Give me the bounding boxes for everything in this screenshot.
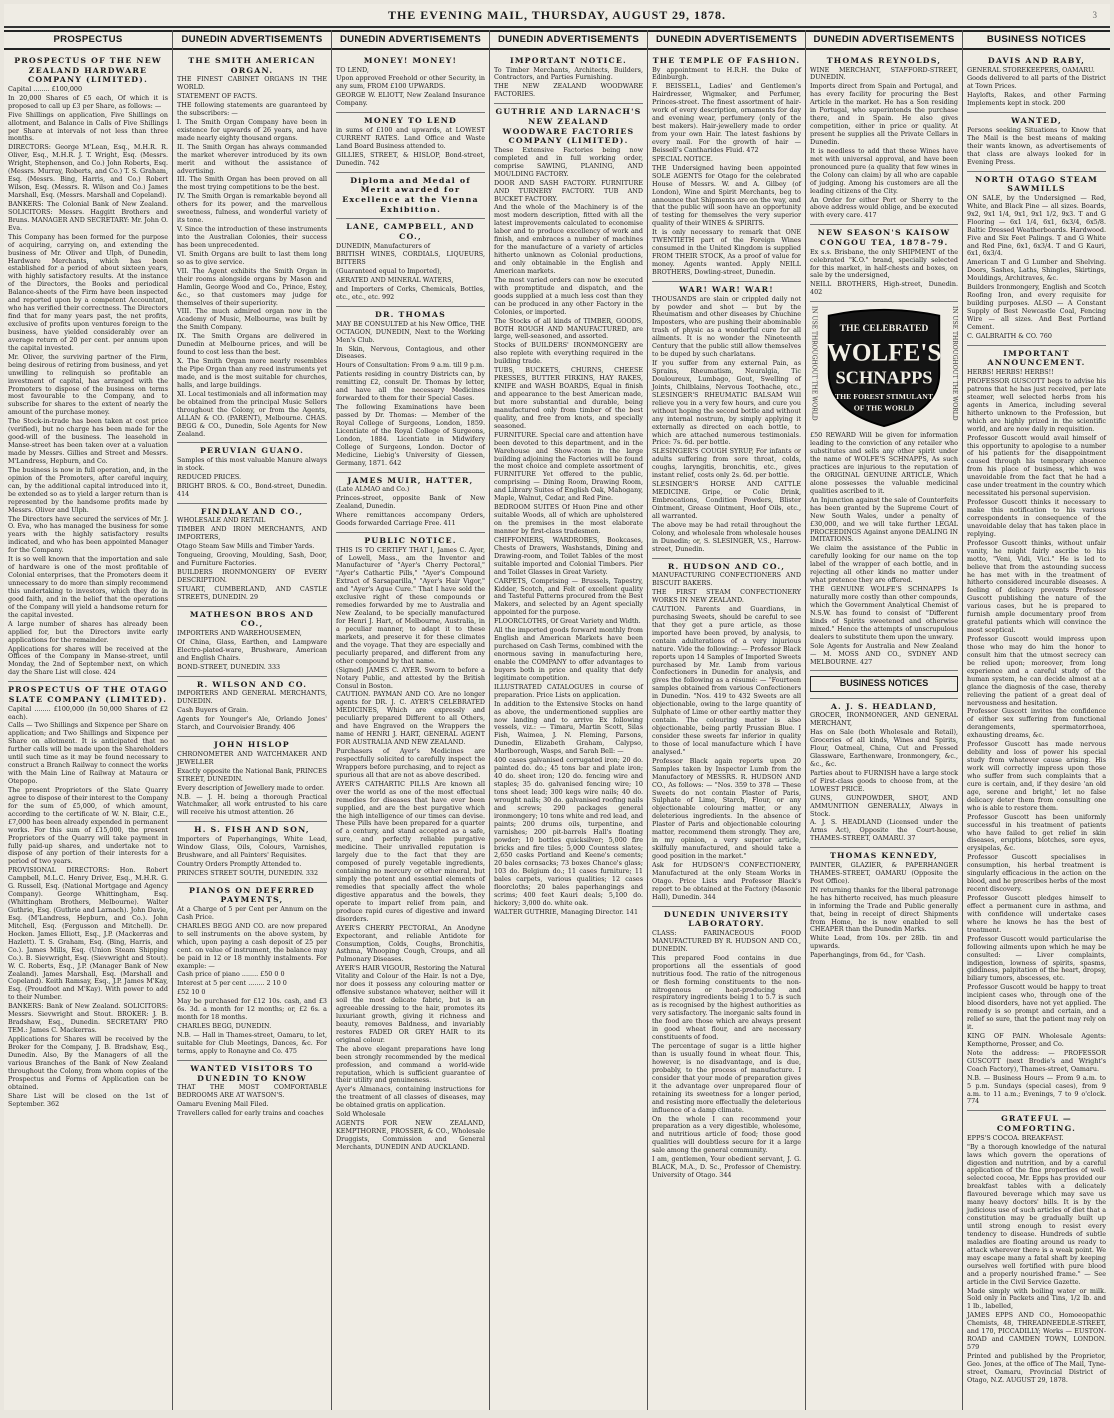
ad-text: Five Shillings on application, Five Shillings on allotment, and Balance in Calls of Five Shillings per Share at intervals of not less than three months. <box>8 110 168 143</box>
advertisement <box>967 53 1106 113</box>
ad-text: BOND-STREET, DUNEDIN. 333 <box>177 662 281 671</box>
ad-text: F. BEISSELL, Ladies' and Gentlemen's Hairdresser, Wigmaker, and Perfumer, Princes-street. The finest assortment of hair-work of every description, ornaments for day and evening wear, perfumery (only of the best makers). Hair-jewellery made to order from your own Hair. The latest fashions by every mail. For the growth of hair — Beissell's Cantharides Fluid. 472 <box>652 82 801 154</box>
ad-text: Interest at 5 per cent ........ 2 10 0 <box>177 979 287 988</box>
advertisement <box>967 1111 1106 1388</box>
ad-text: VIII. The much admired organ now in the Academy of Music, Melbourne, was built by the Smith Company. <box>177 307 327 332</box>
advertisement <box>494 53 643 104</box>
ad-text: Country Orders Promptly Attended to. <box>177 859 302 868</box>
ad-text: REDUCED PRICES. <box>177 472 242 481</box>
ad-text: FURNITURE. Special care and attention have been devoted to this department, and in the Warehouse and Show-room in the large building adjoining the Factories will be found the most choice and complete assortment of FURNITURE Yet offered to the public, comprising — Dining Room, Drawing Room, and Library Suites of English Oak, Mahogany, Maple, Walnut, Cedar, and Red Pine. <box>494 430 643 503</box>
advertisement <box>967 172 1106 346</box>
schnapps-line2: WOLFE'S <box>826 339 942 367</box>
ad-text: It is so well known that the importation and sale of hardware is one of the most profitable of Colonial enterprises, that the Promoters deem it unnecessary to do more than simply recommend this undertaking to investors, which they do in good faith, and in the belief that the operations of the Company will yield a handsome return for the capital invested. <box>8 555 168 619</box>
ad-text: JAMES EPPS AND CO., Homoeopathic Chemists, 48, THREADNEEDLE-STREET, and 170, PICCADILLY; Works — EUSTON-ROAD and CAMDEN TOWN, LONDON. 579 <box>967 1311 1106 1352</box>
ad-text: ON SALE, by the Undersigned — Red, White, and Black Pine — all sizes. Boards, 9x2, 9x1 1/4, 9x1, 9x1 1/2, 9x3. T and G Flooring — 6x1 1/4, 6x1, 6x3/4, 6x5/8. Baltic Dressed Weatherboards. Hardwood. Five and Six Feet Palings. T and G White and Red Pine, 6x1, 6x3/4. T and G Kauri, 6x1, 6x3/4. <box>967 193 1106 258</box>
ad-heading: NEW SEASON'S KAISOW CONGOU TEA, 1878-79. <box>817 228 951 248</box>
ad-text: 400 cases galvanised corrugated iron; 20 do. painted do. do.; 45 tons bar and plate iron; 40 do. sheet iron; 120 do. fencing wire and staples; 35 do. galvanised fencing wire; 10 tons sheet lead; 300 kegs wire nails; 40 do. wrought nails; 30 do. galvanised roofing nails and screws; 290 packages general ironmongery; 10 tons white and red lead, and paints; 200 drums oils, turpentine, and varnishes; 200 pit-barrels Hall's floating powder; 10 bottles quicksilver; 5,000 fire bricks and fire tiles; 5,000 Countess slates; 2,650 casks Portland and Keene's cements; 20 bales cornsacks; 73 boxes Chance's glass; 103 do. Belgium do.; 11 cases furniture; 11 bales carpets, various qualities; 12 cases floorcloths; 20 bales paperhangings and scrims; 400 feet Kauri deals; 5,100 do. hickory; 3,000 do. white oak. <box>494 756 643 908</box>
schnapps-line1: THE CELEBRATED <box>839 323 929 335</box>
advertisement <box>810 848 958 964</box>
ad-text: ILLUSTRATED CATALOGUES in course of preparation. Price Lists on application. <box>494 682 643 699</box>
ad-text: Importers of Paperhangings, White Lead, Window Glass, Oils, Colours, Varnishes, Brushware, and all Painters' Requisites. <box>177 834 327 859</box>
ad-heading: THE TEMPLE OF FASHION. <box>652 55 801 65</box>
ad-text: Oamaru Evening Mail Filed. <box>177 1100 269 1109</box>
ad-text: Professor Guscott invites the confidence of either sex suffering from functional derangements, spermatorrhoea, exhausting dreams, &c. <box>967 707 1106 740</box>
ad-heading: H. S. FISH AND SON, <box>194 825 310 835</box>
ad-text: Stocks of BUILDERS' IRONMONGERY are also replete with everything required in the building trade. <box>494 341 643 366</box>
advertisement <box>494 104 643 921</box>
ad-text: CHARLES BEGG AND CO. are now prepared to sell instruments on the above system, by which, upon paying a cash deposit of 25 per cent. on value of instrument, the balance may be paid in 12 or 18 monthly instalments. For example: — <box>177 921 327 970</box>
ad-text: Tongueing, Grooving, Moulding, Sash, Door, and Furniture Factories. <box>177 551 327 568</box>
ad-text: CAUTION. PAYMAN AND CO. Are no longer agents for DR. J. C. AYER'S CELEBRATED MEDICINES, Which are expressly and peculiarly prepared Different to all Others, and have Engraved on the Wrappers the name of HENRI J. HART, GENERAL AGENT FOR AUSTRALIA AND NEW ZEALAND. <box>336 690 485 747</box>
ad-text: Professor Black again reports upon 20 Samples taken by Inspector Lumb from the Manufactory of MESSRS. R. HUDSON AND CO., As follows: — "Nos. 359 to 378 — These Sweets do not contain Plaster of Paris, Sulphate of Lime, Starch, Flour, or any objectionable colouring matter, or any deleterious ingredients. In the absence of Plaster of Paris and objectionable colouring matter, recommend them strongly. They are, in my opinion, a very superior article, skilfully manufactured, and should take a good position in the market." <box>652 756 801 861</box>
ad-heading: LANE, CAMPBELL, AND CO., <box>346 222 475 241</box>
ad-text: CHRONOMETER AND WATCHMAKER AND JEWELLER <box>177 749 327 766</box>
ad-text: The Directors have secured the services of Mr. J. O. Eva, who has managed the business for some years with the highly satisfactory results indicated, and who has been appointed Manager for the Company. <box>8 514 168 555</box>
advertisement <box>652 559 801 907</box>
ad-text: BRIGHT BROS. & CO., Bond-street, Dunedin. 414 <box>177 481 327 498</box>
ad-text: IN returning thanks for the liberal patronage he has hitherto received, has much pleasure in informing the Trade and Public generally that, being in receipt of direct Shipments from Home, he is now enabled to sell CHEAPER than the Dunedin Marks. <box>810 885 958 934</box>
ad-text: BRITISH WINES, CORDIALS, LIQUEURS, BITTERS <box>336 250 485 267</box>
ad-text: IMPORTERS AND GENERAL MERCHANTS, DUNEDIN. <box>177 689 327 706</box>
ad-text: CARPETS, Comprising — Brussels, Tapestry, Kidder, Scotch, and Felt of excellent quality and Tasteful Patterns procured from the Best Makers, and selected by an Agent specially appointed for the purpose. <box>494 576 643 617</box>
schnapps-line5: OF THE WORLD <box>853 403 915 413</box>
ad-text: N.B. — Business Hours — From 9 a.m. to 5 p.m. Sundays (special cases), from 9 a.m. to 11 a.m.; Evenings, 7 to 9 o'clock. 774 <box>967 1073 1106 1106</box>
ad-text: and Importers of Corks, Chemicals, Bottles, etc., etc., etc. 992 <box>336 285 485 302</box>
ad-text: PRINCES STREET SOUTH, DUNEDIN. 332 <box>177 868 319 877</box>
ad-text: EPPS'S COCOA. BREAKFAST. <box>967 1133 1064 1142</box>
ad-text: V. Since the introduction of these instruments into the Australian Colonies, their success has been unprecedented. <box>177 225 327 249</box>
ad-text: THOUSANDS are slain or crippled daily not by powder and shot — but by the Rheumatism and other diseases by Chuchine Imposters, who are pushing their abominable trash of physic as a wonderful cure for all ailments. It is no wonder the Nineteenth Century that the public still allow themselves to be duped by such charlatans. <box>652 294 801 359</box>
schnapps-line3: SCHNAPPS <box>835 367 933 388</box>
ad-text: Professor Guscott has made nervous debility and loss of power his special study from whatever cause arising. His work will correctly impress upon those who suffer from such complaints that a cure is certain, and, if they desire 'an old age, serene and bright,' let no false delicacy deter them from consulting one who is able to restore them. <box>967 740 1106 812</box>
advertisement <box>810 225 958 302</box>
ad-text: MANUFACTURING CONFECTIONERS AND BISCUIT BAKERS. <box>652 571 801 588</box>
schnapps-line4: THE FOREST STIMULANT <box>834 392 934 402</box>
ad-text: Professor Guscott specialises in consumption, his herbal treatment is singularly efficacious in the action on the blood, and he prescribes herbs of the most recent discovery. <box>967 853 1106 894</box>
ad-text: Agents for Younger's Ale, Orlando Jones' Starch, and Courvoisier Brandy. 406 <box>177 715 327 732</box>
ad-text: WALTER GUTHRIE, Managing Director. 141 <box>494 908 639 917</box>
ad-text: Professor Guscott thinks, without unfair vanity, he might fairly ascribe to his motto, "Veni, Vidi, Vici." He is led to believe that from the astounding success he has met with in the treatment of hitherto considered incurable diseases. A feeling of delicacy prevents Professor Guscott publishing the nature of the various cases, but he is prepared to furnish ample documentary proof from grateful patients which will convince the most sceptical. <box>967 538 1106 635</box>
ad-heading: NORTH OTAGO STEAM SAWMILLS <box>975 174 1098 194</box>
advertisement <box>177 822 327 882</box>
ad-text: A. J. S. HEADLAND (Licensed under the Arms Act), Opposite the Court-house, THAMES-STREET, OAMARU. 37 <box>810 818 958 843</box>
ad-text: Hours of Consultation: From 9 a.m. till 9 p.m. <box>336 361 485 370</box>
ad-text: in sums of £100 and upwards, at LOWEST CURRENT RATES. Land Office and Waste Land Board Business attended to. <box>336 125 485 150</box>
ad-text: (Signed) JAMES C. AYER. Sworn to before a Notary Public, and attested by the British Consul in Boston. <box>336 665 485 690</box>
ad-text: These Extensive Factories being now completed and in full working order, comprise SAWING, PLANING, AND MOULDING FACTORY. <box>494 145 643 178</box>
ad-text: GUNS, GUNPOWDER, SHOT, AND AMMUNITION GENERALLY, Always in Stock. <box>810 793 958 818</box>
ad-heading: WAR! WAR! WAR! <box>679 284 774 294</box>
ad-text: Ask for HUDSON'S CONFECTIONERY, Manufactured at the only Steam Works in Otago. Price Lists and Professor Black's report to be obtained at the Factory (Masonic Hall), Dunedin. 344 <box>652 860 801 901</box>
newspaper-column <box>963 30 1110 1410</box>
ad-text: CAUTION. Parents and Guardians, in purchasing Sweets, should be careful to see that they get a pure article, as those imported have been proved, by analysis, to contain adulterations of a very injurious nature. Vide the following: — Professor Black reports upon 14 Samples of Imported Sweets purchased by Mr. Lamb from various Confectioners in Dunedin for analysis, and gives the following as a résumé: — "Fourteen samples obtained from various Confectioners in Dunedin. "Nos. 419 to 432 Sweets are all objectionable, owing to the large quantity of Sulphate of Lime or other earthy matter they contain. The colouring matter is also objectionable, being partly Prussian Blue. I consider these sweets far inferior in quality to those of local manufacture which I have analysed." <box>652 604 801 756</box>
ad-text: PROFESSOR GUSCOTT begs to advise his patrons that he has just received, per late steamer, well selected herbs from his agents in America, including several hitherto unknown to the Profession, but which are highly prized in the scientific world, and are now daily in requisition. <box>967 377 1106 433</box>
ad-heading: PROSPECTUS OF THE OTAGO SLATE COMPANY (LIMITED). <box>8 685 168 704</box>
advertisement <box>336 53 485 113</box>
ad-text: THE Undersigned having been appointed SOLE AGENTS for Otago for the celebrated House of Messrs. W. and A. Gilbey (of London), Wine and Spirit Merchants, beg to announce that Shipments are on the way, and that the public will soon have an opportunity of testing for themselves the very superior quality of their WINES & SPIRITS. <box>652 163 801 228</box>
ad-text: WHOLESALE AND RETAIL <box>177 516 266 525</box>
ad-text: IX. The Smith Organs are delivered in Dunedin at Melbourne prices, and will be found to cost less than the best. <box>177 332 327 357</box>
ad-text: VII. The Agent exhibits the Smith Organ in their rooms alongside organs by Mason and Hamlin, George Wood and Co., Prince, Estey, &c., so that customers may judge for themselves of their superiority. <box>177 266 327 307</box>
ad-heading: Diploma and Medal of Merit awarded for Excellence at the Vienna Exhibition. <box>342 175 479 214</box>
ad-text: This prepared Food contains in due proportions all the essentials of good nutritious food. The ratio of the nitrogenous or flesh forming constituents to the non-nitrogenous or heat-producing and respiratory ingredients being 1 to 5.7 is such as is recognised by the highest authorities as very satisfactory. The inorganic salts found in the food are those which are always present in good wheat flour, and are necessary constituents of food. <box>652 953 801 1042</box>
ad-text: Parties about to FURNISH have a large stock of First-class goods to choose from, at the LOWEST PRICE. <box>810 768 958 793</box>
schnapps-emblem <box>810 306 958 430</box>
ad-text: On the whole I can recommend your preparation as a very digestible, wholesome, and nutritious article of food; those good qualities will doubtless secure for it a large sale among the general community. <box>652 1114 801 1155</box>
ad-heading: PIANOS ON DEFERRED PAYMENTS, <box>189 885 315 905</box>
ad-text: We claim the assistance of the Public in carefully looking for our name on the top label of the wrapper of each bottle, and in rejecting all other kinds no matter under what pretence they are offered. <box>810 544 958 585</box>
ad-text: It is needless to add that these Wines have met with universal approval, and have been pronounced pure (a quality that few wines in the Colony can claim) by all who are capable of judging. Among his customers are all the leading citizens of the City. <box>810 146 958 195</box>
ad-text: AGENTS FOR NEW ZEALAND, KEMPTHORNE, PROSSER, & CO., Wholesale Druggists, Commission and General Merchants, DUNEDIN AND AUCKLAND. <box>336 1119 485 1151</box>
ad-text: SPECIAL NOTICE. <box>652 154 713 163</box>
ad-text: THE NEW ZEALAND WOODWARE FACTORIES. <box>494 82 643 99</box>
ad-text: £52 10 0 <box>177 988 206 997</box>
ad-text: In Skin, Nervous, Contagious, and other Diseases. <box>336 344 485 361</box>
advertisement <box>8 53 168 682</box>
ad-text: TUBS, BUCKETS, CHURNS, CHEESE PRESSES, BUTTER FIRKINS, HAY RAKES, KNIFE and WASH BOARDS, Equal in finish and appearance to the best American made, but more substantial and durable, being manufactured only from timber of the best quality, and free from knots, and specially seasoned. <box>494 366 643 430</box>
ad-text: At a Charge of 5 per Cent per Annum on the Cash Price. <box>177 904 327 921</box>
ad-text: To Timber Merchants, Architects, Builders, Contractors, and Parties Furnishing. <box>494 65 643 82</box>
ad-text: The most varied orders can now be executed with promptitude and dispatch, and the goods supplied at a much less cost than they can be produced in any other Factory in the Colonies, or imported. <box>494 275 643 316</box>
ad-text: AYER'S HAIR VIGOUR, Restoring the Natural Vitality and Colour of the Hair. Is not a Dye, nor does it possess any colouring matter or offensive substance whatever, neither will it soil the most delicate fabric, but is an agreeable dressing to the hair, promotes its luxuriant growth, giving it richness and beauty, removes Baldness, and invariably restores FADED OR GREY HAIR to its original colour. <box>336 964 485 1044</box>
ad-text: AYER'S CHERRY PECTORAL, An Anodyne Expectorant, and reliable Antidote for Consumption, Colds, Coughs, Bronchitis, Asthma, Whooping Cough, Croups, and all Pulmonary Diseases. <box>336 923 485 964</box>
ad-text: Upon approved Freehold or other Security, in any sum, FROM £100 UPWARDS. <box>336 74 485 91</box>
column-header: DUNEDIN ADVERTISEMENTS <box>173 30 331 50</box>
ad-text: PROVISIONAL DIRECTORS: Hon. Robert Campbell, M.L.C. Henry Driver, Esq., M.H.R. G. G. Russell, Esq. (National Mortgage and Agency Company). George Whittingham, Esq. (Whittingham Brothers, Melbourne). Walter Guthrie, Esq. (Guthrie and Larnach). John Davie, Esq. (M'Landress, Hepburn, and Co.). John Mitchell, Esq. (Fergusson and Mitchell). Dr. Hocken. James Elliott, Esq., J.P. (Mackerras and Hazlett). T. S. Graham, Esq. (Bing, Harris, and Co.). James Mills, Esq. (Union Steam Shipping Co.). B. Sievwright, Esq. (Sievwright and Stout). W. C. Roberts, Esq., J.P. (Manager Bank of New Zealand). James Marshall, Esq. (Marshall and Copeland). Keith Ramsay, Esq., J.P. James M'Kay, Esq. (Proudfoot and M'Kay). With power to add to their Number. <box>8 866 168 1002</box>
section-heading: BUSINESS NOTICES <box>810 676 958 691</box>
ad-text: GENERAL STOREKEEPERS, OAMARU. <box>967 65 1095 74</box>
ad-text: GROCER, IRONMONGER, AND GENERAL MERCHANT, <box>810 711 958 728</box>
ad-text: Paperhangings, from 6d., for 'Cash. <box>810 951 926 960</box>
advertisement <box>177 504 327 607</box>
ad-text: If you suffer from any external Pain, as Sprains, Rheumatism, Neuralgia, Tic Douloureux, Lumbago, Gout, Swelling of Joints, Chilblains, Nervous Toothache, etc., SLESINGER'S RHEUMATIC BALSAM Will relieve you in a very few hours, and cure you without hoping the second bottle and without any internal nostrum, by simply applying it externally as directed on each bottle, to which are attached numerous testimonials. Price: 7s. 6d. per bottle. <box>652 359 801 447</box>
advertisement <box>177 737 327 822</box>
ad-text: Sold Wholesale <box>336 1110 386 1119</box>
ad-heading: IMPORTANT NOTICE. <box>510 55 627 65</box>
ad-text: Share List will be closed on the 1st of September. 362 <box>8 1091 168 1108</box>
ad-text: Professor Guscott thinks it necessary to make this notification to his various correspondents in consequence of the unavoidable delay that has taken place in replying. <box>967 498 1106 538</box>
ad-text: Professor Guscott would particularise the following ailments upon which he may be consulted: — Liver complaints, indigestion, lowness of spirits, spasms, giddiness, palpitation of the heart, dropsy, biliary tumors, abscesses, etc. <box>967 934 1106 983</box>
advertisement <box>652 282 801 559</box>
ad-text: PAINTER, GLAZIER, & PAPERHANGER THAMES-STREET, OAMARU (Opposite the Post Office). <box>810 860 958 885</box>
column-header: DUNEDIN ADVERTISEMENTS <box>490 30 647 50</box>
columns-container <box>4 30 1110 1410</box>
column-header: PROSPECTUS <box>4 30 172 50</box>
ad-text: The Stock-in-trade has been taken at cost price (verified), but no charge has been made for the good-will of the business. The leasehold in Manse-street has been taken over at a valuation made by Messrs. Gillies and Street and Messrs. M'Landress, Hepburn, and Co. <box>8 417 168 465</box>
ad-text: Sole Agents for Australia and New Zealand — M. MOSS AND CO., SYDNEY AND MELBOURNE. 427 <box>810 641 958 666</box>
ad-heading: PROSPECTUS OF THE NEW ZEALAND HARDWARE COMPANY (LIMITED). <box>14 55 162 85</box>
advertisement <box>336 307 485 473</box>
ad-heading: JAMES MUIR, HATTER, <box>347 475 474 485</box>
ad-text: I. The Smith Organ Company have been in existence for upwards of 26 years, and have made nearly eighty thousand organs. <box>177 117 327 142</box>
ad-text: THE FINEST CABINET ORGANS IN THE WORLD. <box>177 75 327 92</box>
ad-text: BEDROOM SUITES Of Huon Pine and other suitable Woods, all of which are upholstered on the premises in the most elaborate manner by first-class tradesmen. <box>494 503 643 535</box>
ad-text: II. The Smith Organ has always commanded the market wherever introduced by its own merit and without the assistance of advertising. <box>177 142 327 175</box>
ad-heading: WANTED, <box>1011 116 1062 126</box>
ad-text: MAY BE CONSULTED at his New Office, THE OCTAGON, DUNEDIN, Next to the Working Men's Club. <box>336 319 485 344</box>
schnapps-side-right: IN USE THROUGHOUT THE WORLD <box>951 306 958 421</box>
advertisement <box>336 473 485 533</box>
newspaper-column <box>648 30 806 1410</box>
page-number: 3 <box>1092 10 1098 20</box>
ad-heading: DR. THOMAS <box>375 310 446 320</box>
ad-text: In addition to the Extensive Stocks on hand as above, the undermentioned supplies are now landing and to arrive Ex following vessels, viz.: — Timaru, Martin Scott, Silas Fish, Waimea, J. N. Fleming, Parsons, Dunedin, Elizabeth Graham, Calypso, Marlborough, Wasps, and Sarah Bell: — <box>494 699 643 756</box>
ad-heading: R. WILSON AND CO. <box>196 679 308 689</box>
ad-text: GILLIES, STREET, & HISLOP, Bond-street, Dunedin. 742 <box>336 150 485 167</box>
ad-text: TIMBER AND IRON MERCHANTS, AND IMPORTERS, <box>177 525 327 542</box>
newspaper-page <box>4 4 1110 1410</box>
ad-text: Of China, Glass, Earthen, and Lampware Electro-plated-ware, Brushware, American and English Chairs. <box>177 638 327 662</box>
ad-text: (Guaranteed equal to Imported), <box>336 267 442 276</box>
ad-heading: GRATEFUL — COMFORTING. <box>996 1114 1077 1134</box>
ad-heading: THOMAS REYNOLDS, <box>826 55 942 65</box>
ad-text: The present Proprietors of the Slate Quarry agree to dispose of their interest to the Company for the sum of £5,000, of which amount, according to the certificate of W. N. Blair, C.E., £7,000 has been already expended in permanent works. For this sum of £15,000, the present Proprietors of the Quarry will take payment in fully paid-up shares, and undertake not to dispose of any portion of their interests for a period of two years. <box>8 785 168 866</box>
advertisement <box>336 113 485 172</box>
ad-text: Otago Steam Saw Mills and Timber Yards. <box>177 542 315 551</box>
column-header: BUSINESS NOTICES <box>963 30 1110 50</box>
advertisement <box>177 53 327 444</box>
ad-text: The business is now in full operation, and, in the opinion of the Promoters, after careful inquiry, can, by the additional capital introduced into it, be extended so as to yield a larger return than is represented by the handsome profits made by Messrs. Oliver and Ulph. <box>8 465 168 514</box>
newspaper-column <box>173 30 332 1410</box>
advertisement <box>810 53 958 225</box>
ad-text: BANKERS: The Colonial Bank of New Zealand. SOLICITORS: Messrs. Haggitt Brothers and Bruns. MANAGER AND SECRETARY: Mr. John O. Eva. <box>8 199 168 232</box>
ad-text: AYER'S CATHARTIC PILLS Are known all over the world as one of the most effectual remedies for diseases that have ever been supplied, and are the best purgative which the high intelligence of our times can devise. These Pills have been prepared for a quarter of a century, and stand accepted as a safe, sure, and perfectly reliable purgative medicine. Their unrivalled reputation is largely due to the fact that they are composed of purely vegetable ingredients, containing no mercury or other mineral, but simply the potent and essential elements of remedies that specially affect the whole digestive apparatus and the bowels, they operate to impart relief from pain, and produce rapid cures of digestive and inward disorders. <box>336 779 485 923</box>
ad-text: The above may be had retail throughout the Colony, and wholesale from wholesale houses in Dunedin; or, S. SLESINGER, V.S., Harrow-street, Dunedin. <box>652 520 801 553</box>
ad-text: STATEMENT OF FACTS. <box>177 92 258 101</box>
advertisement <box>177 883 327 1061</box>
ad-text: The above elegant preparations have long been strongly recommended by the medical profession, and command a world-wide reputation, which is sufficient guarantee of their utility and genuineness. <box>336 1044 485 1085</box>
ad-heading: MONEY TO LEND <box>364 116 457 126</box>
advertisement <box>336 173 485 220</box>
ad-text: £50 REWARD Will be given for information leading to the conviction of any retailer who substitutes and sells any other spirit under the name of WOLFE'S SCHNAPPS, As such practices are injurious to the reputation of the ORIGINAL GENUINE ARTICLE, Which alone possesses the valuable medicinal qualities ascribed to it. <box>810 431 958 495</box>
ad-text: May be purchased for £12 10s. cash, and £3 6s. 3d. a month for 12 months; or, £2 6s. a month for 18 months. <box>177 997 327 1022</box>
ad-text: Made simply with boiling water or milk. Sold only in Packets and Tins, 1/2 lb. and 1 lb., labelled, <box>967 1286 1106 1311</box>
ad-text: THAT THE MOST COMFORTABLE BEDROOMS ARE AT WATSON'S. <box>177 1083 327 1100</box>
ad-text: Samples of this most valuable Manure always in stock. <box>177 456 327 473</box>
ad-heading: THOMAS KENNEDY, <box>830 851 938 861</box>
ad-text: TO LEND, <box>336 65 369 74</box>
advertisement <box>652 53 801 282</box>
ad-text: A large number of shares has already been applied for, but the Directors invite early applications for the remainder. <box>8 619 168 644</box>
ad-text: Applications for Shares will be received by the Broker for the Company, J. B. Bradshaw, Esq., Dunedin. Also, By the Managers of all the various Branches of the Bank of New Zealand throughout the Colony, from whom copies of the Prospectus and Forms of Application can be obtained. <box>8 1035 168 1091</box>
column-header: DUNEDIN ADVERTISEMENTS <box>332 30 489 50</box>
ad-text: HERBS! HERBS! HERBS!! <box>967 368 1054 377</box>
masthead <box>4 4 1110 28</box>
ad-text: CLASS: FARINACEOUS FOOD MANUFACTURED BY R. HUDSON AND CO., DUNEDIN. <box>652 928 801 953</box>
ad-text: DUNEDIN, Manufacturers of <box>336 241 431 250</box>
ad-text: SLESINGER'S COUGH SYRUP, For infants or adults suffering from sore throat, colds, coughs, laryngitis, bronchitis, etc., gives instant relief, costs only 2s. 6d. per bottle. <box>652 447 801 480</box>
ad-text: IMPORTERS AND WAREHOUSEMEN, <box>177 629 302 638</box>
ad-text: SLESINGER'S HORSE AND CATTLE MEDICINE. Gripe, or Colic Drink, Embrocations, Condition Powders, Blister Ointment, Grease Ointment, Hoof Oils, etc., all warranted. <box>652 480 801 520</box>
ad-text: Calls — Two Shillings and Sixpence per Share on application; and Two Shillings and Sixpence per Share on allotment. It is anticipated that no further calls will be made upon the Shareholders until such time as it may be found necessary to construct a Branch Railway to connect the works with the Main Line of Railway at Mataura or Otepopo. <box>8 721 168 786</box>
ad-text: FLOORCLOTHS, Of Great Variety and Width. <box>494 617 641 626</box>
ad-text: VI. Smith Organs are built to last them long so as to give service. <box>177 249 327 266</box>
ad-text: III. The Smith Organ has been proved on all the most trying competitions to be the best. <box>177 175 327 192</box>
newspaper-column <box>806 30 963 1410</box>
ad-text: DIRECTORS: George M'Lean, Esq., M.H.R. R. Oliver, Esq., M.H.R. J. T. Wright, Esq. (Messrs. Wright, Stephenson, and Co.) John Roberts, Esq. (Messrs. Murray, Roberts, and Co.) T. S. Graham, Esq. (Messrs. Bing, Harris, and Co.) Robert Wilson, Esq. (Messrs. R. Wilson and Co.) James Marshall, Esq. (Messrs. Marshall and Copeland). <box>8 143 168 200</box>
ad-text: GEORGE W. ELIOTT, New Zealand Insurance Company. <box>336 91 485 108</box>
ad-heading: PUBLIC NOTICE. <box>364 535 457 545</box>
ad-text: THIS IS TO CERTIFY THAT I, James C. Ayer, of Lowell, Mass., am the Inventor and Manufacturer of "Ayer's Cherry Pectoral," "Ayer's Cathartic Pills," "Ayer's Compound Extract of Sarsaparilla," "Ayer's Hair Vigor," and "Ayer's Ague Cure." That I have sold the exclusive right of these compounds or remedies forwarded by me to Australia and New Zealand, to be specially manufactured for Henri J. Hart, of Melbourne, Australia, in a peculiar manner, to adapt it to these markets, and preserve it for these climates and the voyage. That they are especially and peculiarly prepared, and different from any other compound by that name. <box>336 545 485 665</box>
ad-text: White Lead, from 10s. per 28lb. tin and upwards. <box>810 934 958 951</box>
ad-text: BUILDERS IRONMONGERY OF EVERY DESCRIPTION. <box>177 568 327 585</box>
ad-text: THE following statements are guaranteed by the subscribers: — <box>177 101 327 117</box>
ad-text: N.B. — Hall in Thames-street, Oamaru, to let, suitable for Club Meetings, Dances, &c. For terms, apply to Ronayne and Co. 475 <box>177 1031 327 1055</box>
ad-text: CHIFFONIERS, WARDROBES, Bookcases, Chests of Drawers, Washstands, Dining and Drawing-room, and Toilet Tables of the most suitable imported and Colonial Timbers. Pier and Toilet Glasses in Great Variety. <box>494 535 643 576</box>
masthead-title: THE EVENING MAIL, THURSDAY, AUGUST 29, 1878. <box>387 8 727 22</box>
advertisement <box>177 443 327 503</box>
ad-text: Professor Guscott would impress upon those who may do him the honor to consult him that the utmost secrecy can be relied upon; moreover, from long experience and a careful study of the human system, he can decide almost at a glance the diagnosis of the case, thereby relieving the patient of a great deal of nervousness and hesitation. <box>967 635 1106 707</box>
ad-text: BANKERS: Bank of New Zealand. SOLICITORS: Messrs. Sievwright and Stout. BROKER: J. B. Bradshaw, Esq., Dunedin. SECRETARY PRO TEM.: James C. Mackerras. <box>8 1002 168 1035</box>
ad-heading: MATHESON BROS AND CO., <box>189 609 315 629</box>
schnapps-shield-emblem <box>821 306 947 430</box>
schnapps-side-left: IN USE THROUGHOUT THE WORLD <box>810 306 818 421</box>
ad-text: Purchasers of Ayer's Medicines are respectfully solicited to carefully inspect the Wrappers before purchasing, and to reject as spurious all that are not as above described. <box>336 747 485 779</box>
ad-text: NEILL BROTHERS, High-street, Dunedin. 402 <box>810 280 958 297</box>
ad-text: CHARLES BEGG, DUNEDIN. <box>177 1022 272 1031</box>
advertisement <box>336 219 485 307</box>
ad-heading: DAVIS AND RABY, <box>987 55 1086 65</box>
advertisement <box>177 677 327 737</box>
ad-text: Note the address: — PROFESSOR GUSCOTT (next Brodie's and Wright's Coach Factory), Thames-street, Oamaru. <box>967 1048 1106 1073</box>
ad-heading: JOHN HISLOP <box>214 740 290 750</box>
ad-text: Princes-street, opposite Bank of New Zealand, Dunedin. <box>336 494 485 511</box>
newspaper-column <box>332 30 490 1410</box>
ad-text: Professor Guscott would be happy to treat incipient cases who, through one of the blood disorders, have not yet applied. The remedy is so prompt and certain, and a relief so sure, that the patient may rely on it. <box>967 983 1106 1032</box>
ad-heading: WANTED VISITORS TO DUNEDIN TO KNOW <box>190 1063 314 1083</box>
ad-text: Builders Ironmongery, English and Scotch Roofing Iron, and every requisite for building purposes. ALSO — A Constant Supply of Best Newcastle Coal, Fencing Wire — all sizes. And Best Portland Cement. <box>967 283 1106 331</box>
ad-text: AERATED AND MINERAL WATERS, <box>336 276 454 285</box>
ad-text: Goods delivered to all parts of the District at Town Prices. <box>967 74 1106 91</box>
newspaper-column <box>490 30 648 1410</box>
advertisement <box>177 1061 327 1122</box>
column-header: DUNEDIN ADVERTISEMENTS <box>806 30 962 50</box>
advertisement <box>177 607 327 677</box>
ad-text: Travellers called for early trains and coaches <box>177 1108 324 1117</box>
ad-text: Every description of Jewellery made to order. <box>177 783 325 792</box>
ad-heading: R. HUDSON AND CO., <box>667 561 786 571</box>
ad-heading: THE SMITH AMERICAN ORGAN. <box>188 55 316 75</box>
advertisement <box>967 113 1106 171</box>
ad-text: THE FIRST STEAM CONFECTIONERY WORKS IN NEW ZEALAND. <box>652 588 801 605</box>
ad-text: Applications for shares will be received at the Offices of the Company in Manse-street, until Monday, the 2nd of September next, on which day the Share List will close. 424 <box>8 644 168 677</box>
ad-heading: DUNEDIN UNIVERSITY LABORATORY. <box>663 909 790 929</box>
advertisement <box>652 907 801 1184</box>
ad-text: IV. The Smith Organ is remarkable beyond all others for its power, and the marvellous sweetness, fulness, and wonderful variety of its tone. <box>177 192 327 225</box>
ad-text: Cash price of piano ........ £50 0 0 <box>177 970 285 979</box>
ad-text: DOOR AND SASH FACTORY. FURNITURE AND TURNERY FACTORY. TUB AND BUCKET FACTORY. <box>494 178 643 203</box>
ad-text: Ayer's Almanacs, containing instructions for the treatment of all classes of diseases, may be obtained gratis on application. <box>336 1085 485 1110</box>
ad-text: All the imported goods forward monthly from English and American Markets have been purchased on Cash Terms, combined with the enormous saving in manufacturing here, enable the COMPANY to offer advantages to buyers both in price and quality that defy legitimate competition. <box>494 626 643 682</box>
ad-text: C. GALBRAITH & CO. 760 <box>967 331 1052 340</box>
ad-heading: GUTHRIE AND LARNACH'S NEW ZEALAND WOODWARE FACTORIES COMPANY (LIMITED). <box>495 107 642 146</box>
ad-text: (Late ALMAO and Co.) <box>336 485 410 494</box>
ad-text: Professor Guscott pledges himself to effect a permanent cure in asthma, and with confidence will undertake cases where he knows he has the best of treatment. <box>967 894 1106 934</box>
advertisement <box>810 671 958 698</box>
ad-text: Ex s.s. Brisbane, the only SHIPMENT of the celebrated "K.O." brand, specially selected for this market, in half-chests and boxes, on sale by the undersigned, <box>810 247 958 280</box>
ad-text: This Company has been formed for the purpose of acquiring, carrying on, and extending the business of Mr. Oliver and Ulph, of Dunedin, Hardware Merchants, which has been established for a period of about sixteen years, with highly satisfactory results. At the instance of the Directors, the Books and periodical Balance-sheets of the Firm have been inspected and reported upon by a competent Accountant, who has verified their correctness. The Directors find that for many years past, the net profits, exclusive of profits upon ventures foreign to the business, have yielded considerably over an average return of 20 per cent. per annum upon the capital invested. <box>8 232 168 352</box>
advertisement <box>967 346 1106 1112</box>
ad-text: Capital ........ £100,000 (In 50,000 Shares of £2 each). <box>8 704 168 721</box>
ad-text: KING OF PAIN. Wholesale Agents: Kempthorne, Prosser, and Co. <box>967 1031 1106 1048</box>
ad-text: Printed and published by the Proprietor, Geo. Jones, at the office of The Mail, Tyne-street, Oamaru, Provincial District of Otago, N.Z. AUGUST 29, 1878. <box>967 1352 1106 1384</box>
ad-text: WINE MERCHANT, STAFFORD-STREET, DUNEDIN. <box>810 65 958 82</box>
ad-text: Mr. Oliver, the surviving partner of the Firm, being desirous of retiring from business, and yet unwilling to relinquish so profitable an investment of capital, has arranged with the Promoters to dispose of the business on terms most favourable to the Company, and to subscribe for shares to the extent of nearly the amount of the purchase money. <box>8 352 168 417</box>
ad-text: Imports direct from Spain and Portugal, and has every facility for procuring the Best Article in the market. He has a Son residing in Portugal, who superintends the purchase there, and in Spain. He also gives competition, either in price or quality. At present he supplies all the Private Cellars in Dunedin. <box>810 82 958 146</box>
ad-heading: A. J. S. HEADLAND, <box>830 701 938 711</box>
ad-text: The percentage of sugar is a little higher than is usually found in wheat flour. This, however, is no disadvantage, and is due, probably, to the process of manufacture. I consider that your mode of preparation gives it the advantage over unprepared flour of retaining its sweetness for a longer period, and resisting more effectually the deleterious influence of a damp climate. <box>652 1042 801 1114</box>
ad-text: Haylofts, Rakes, and other Farming Implements kept in stock. 200 <box>967 91 1106 108</box>
ad-text: Patients residing in country Districts can, by remitting £2, consult Dr. Thomas by letter, and have all the necessary Medicines forwarded to them for their Special Cases. <box>336 370 485 403</box>
ad-heading: IMPORTANT ANNOUNCEMENT. <box>987 348 1086 368</box>
ad-heading: PERUVIAN GUANO. <box>199 446 305 456</box>
advertisement <box>810 302 958 671</box>
ad-text: An Order for either Port or Sherry to the above address would oblige, and be executed with every care. 417 <box>810 195 958 220</box>
ad-text: Professor Guscott would avail himself of this opportunity to apologise to a number of his patients for the disappointment caused through his temporary absence from his place of business, which was unavoidable from the fact that he had a case under treatment in the country which necessitated his personal supervision. <box>967 433 1106 498</box>
ad-text: Exactly opposite the National Bank, PRINCES STREET, DUNEDIN. <box>177 766 327 783</box>
ad-text: XI. Local testimonials and all information may be obtained from the principal Music Sellers throughout the Colony, or from the Agents, ALLAN & CO. (PARENT), Melbourne. CHAS. BEGG & CO., Dunedin, Sole Agents for New Zealand. <box>177 389 327 438</box>
ad-text: X. The Smith Organ more nearly resembles the Pipe Organ than any reed instruments yet made, and is the most suitable for churches, halls, and large buildings. <box>177 357 327 389</box>
ad-heading: MONEY! MONEY! <box>363 55 458 65</box>
newspaper-column <box>4 30 173 1410</box>
ad-text: THE GENUINE WOLFE'S SCHNAPPS Is naturally more costly than other compounds, which the Government Analytical Chemist of N.S.W. has found to consist of "Different kinds of Spirits sweetened and otherwise mixed." Hence the attempts of unscrupulous dealers to substitute them upon the unwary. <box>810 585 958 641</box>
ad-text: Has on Sale (both Wholesale and Retail), Groceries of all kinds, Wines and Spirits, Flour, Oatmeal, China, Cut and Pressed Glassware, Earthenware, Ironmongery, &c., &c., &c. <box>810 728 958 768</box>
column-header: DUNEDIN ADVERTISEMENTS <box>648 30 805 50</box>
ad-text: Where remittances accompany Orders, Goods forwarded Carriage Free. 411 <box>336 511 485 528</box>
ad-text: American T and G Lumber and Shelving. Doors, Sashes, Laths, Shingles, Skirtings, Mouldings, Architraves, &c. <box>967 258 1106 283</box>
ad-text: STUART, CUMBERLAND, AND CASTLE STREETS, DUNEDIN. 29 <box>177 584 327 601</box>
ad-text: An Injunction against the sale of Counterfeits has been granted by the Supreme Court of New South Wales, under a penalty of £30,000, and we will take further LEGAL PROCEEDINGS Against anyone DEALING IN IMITATIONS. <box>810 495 958 544</box>
advertisement <box>810 699 958 849</box>
ad-text: Persons seeking Situations to Know that The Mail is the best means of making their wants known, as advertisements of that class are always looked for in Evening Press. <box>967 125 1106 166</box>
ad-text: By appointment to H.R.H. the Duke of Edinburgh. <box>652 65 801 82</box>
ad-heading: FINDLAY AND CO., <box>200 506 304 516</box>
ad-text: The Stocks of all kinds of TIMBER, GOODS, BOTH ROUGH AND MANUFACTURED, are large, well-seasoned, and assorted. <box>494 316 643 341</box>
ad-text: Professor Guscott has been uniformly successful in his treatment of patients who have failed to get relief in skin diseases, eruptions, blotches, sore eyes, erysipelas, &c. <box>967 812 1106 853</box>
ad-text: In 20,000 Shares of £5 each, Of which it is proposed to call up £3 per Share, as follows: — <box>8 93 168 110</box>
ad-text: Cash Buyers of Grain. <box>177 706 249 715</box>
ad-text: It is only necessary to remark that ONE TWENTIETH part of the Foreign Wines consumed in the United Kingdom is supplied FROM THEIR STOCK, As a proof of value for money. Agents wanted. Apply NEILL BROTHERS, Dowling-street, Dunedin. <box>652 228 801 276</box>
advertisement <box>8 682 168 1112</box>
advertisement <box>336 533 485 1156</box>
ad-text: The following Examinations have been passed by Dr. Thomas: — Member of the Royal College of Surgeons, London, 1859. Licentiate of the Royal College of Surgeons, London, 1884. Licentiate in Midwifery College of Surgeons, London. Doctor of Medicine, Liebig's University of Giessen, Germany, 1871. 642 <box>336 403 485 467</box>
ad-text: And the whole of the Machinery is of the most modern description, fitted with all the latest improvements calculated to economise labor and to produce excellency of work and finish, and embraces a number of machines for the manufacture of a variety of articles hitherto unknown as Colonial productions, and only obtainable in the English and American markets. <box>494 203 643 275</box>
ad-text: "By a thorough knowledge of the natural laws which govern the operations of digestion and nutrition, and by a careful application of the fine properties of well-selected cocoa, Mr. Epps has provided our breakfast tables with a delicately flavoured beverage which may save us many heavy doctors' bills. It is by the judicious use of such articles of diet that a constitution may be gradually built up until strong enough to resist every tendency to disease. Hundreds of subtle maladies are floating around us ready to attack wherever there is a weak point. We may escape many a fatal shaft by keeping ourselves well fortified with pure blood and a properly nourished frame." — See article in the Civil Service Gazette. <box>967 1142 1106 1286</box>
ad-text: I am, gentlemen, Your obedient servant, J. G. BLACK, M.A., D. Sc., Professor of Chemistry. University of Otago. 344 <box>652 1155 801 1180</box>
ad-text: Capital ........ £100,000 <box>8 84 83 93</box>
ad-text: N.B. — J. H. being a thorough Practical Watchmaker, all work entrusted to his care will receive his utmost attention. 26 <box>177 792 327 817</box>
